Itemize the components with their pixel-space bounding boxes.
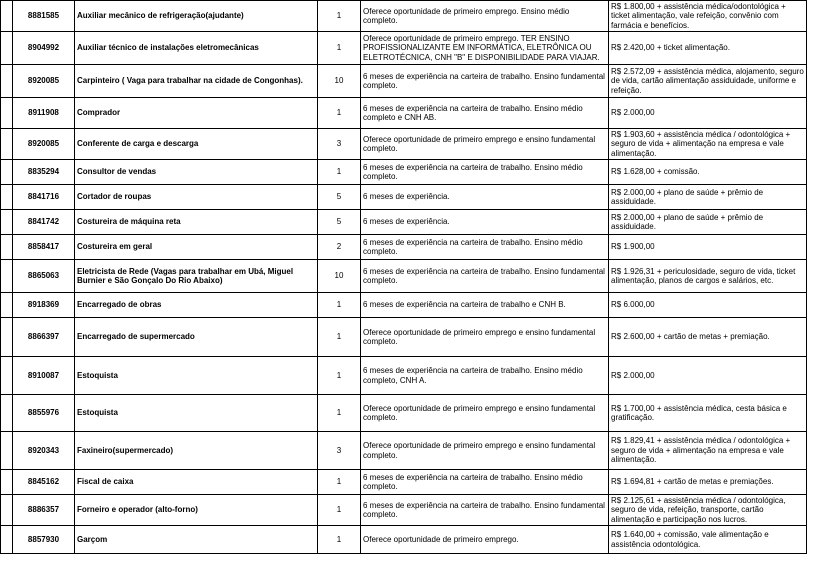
table-row — [1, 318, 807, 357]
row-marker-cell — [1, 160, 13, 185]
job-code-cell: 8911908 — [13, 98, 75, 129]
vacancies-cell: 1 — [318, 32, 361, 65]
requirements-cell: 6 meses de experiência na carteira de trabalho. Ensino fundamental completo. — [361, 260, 609, 293]
salary-benefits-cell: R$ 1.926,31 + periculosidade, seguro de vida, ticket alimentação, planos de cargos e salários, etc. — [609, 260, 807, 293]
table-row — [1, 65, 807, 98]
row-marker-cell — [1, 260, 13, 293]
row-marker-cell — [1, 32, 13, 65]
salary-benefits-cell: R$ 2.600,00 + cartão de metas + premiação. — [609, 318, 807, 357]
requirements-cell: Oferece oportunidade de primeiro emprego e ensino fundamental completo. — [361, 129, 609, 160]
row-marker-cell — [1, 293, 13, 318]
job-title-cell: Encarregado de supermercado — [75, 318, 318, 357]
table-row — [1, 210, 807, 235]
salary-benefits-cell: R$ 1.903,60 + assistência médica / odontológica + seguro de vida + alimentação na empresa e vale alimentação. — [609, 129, 807, 160]
job-title-cell: Estoquista — [75, 357, 318, 395]
row-marker-cell — [1, 495, 13, 526]
salary-benefits-cell: R$ 1.628,00 + comissão. — [609, 160, 807, 185]
job-title-cell: Comprador — [75, 98, 318, 129]
salary-benefits-cell: R$ 1.700,00 + assistência médica, cesta básica e gratificação. — [609, 395, 807, 432]
job-title-cell: Fiscal de caixa — [75, 470, 318, 495]
table-row — [1, 32, 807, 65]
job-code-cell: 8858417 — [13, 235, 75, 260]
job-code-cell: 8904992 — [13, 32, 75, 65]
requirements-cell: Oferece oportunidade de primeiro emprego e ensino fundamental completo. — [361, 318, 609, 357]
requirements-cell: 6 meses de experiência na carteira de trabalho. Ensino fundamental completo. — [361, 495, 609, 526]
vacancies-cell: 1 — [318, 495, 361, 526]
job-listings-body — [1, 1, 807, 554]
row-marker-cell — [1, 98, 13, 129]
row-marker-cell — [1, 395, 13, 432]
job-title-cell: Carpinteiro ( Vaga para trabalhar na cidade de Congonhas). — [75, 65, 318, 98]
job-title-cell: Consultor de vendas — [75, 160, 318, 185]
table-row — [1, 495, 807, 526]
requirements-cell: 6 meses de experiência. — [361, 210, 609, 235]
table-row — [1, 98, 807, 129]
job-title-cell: Faxineiro(supermercado) — [75, 432, 318, 470]
job-code-cell: 8920085 — [13, 65, 75, 98]
table-row — [1, 260, 807, 293]
job-title-cell: Forneiro e operador (alto-forno) — [75, 495, 318, 526]
job-title-cell: Cortador de roupas — [75, 185, 318, 210]
salary-benefits-cell: R$ 2.420,00 + ticket alimentação. — [609, 32, 807, 65]
job-title-cell: Estoquista — [75, 395, 318, 432]
vacancies-cell: 1 — [318, 1, 361, 32]
job-code-cell: 8920085 — [13, 129, 75, 160]
salary-benefits-cell: R$ 1.829,41 + assistência médica / odontológica + seguro de vida + alimentação na empresa e vale alimentação. — [609, 432, 807, 470]
row-marker-cell — [1, 210, 13, 235]
vacancies-cell: 5 — [318, 185, 361, 210]
row-marker-cell — [1, 65, 13, 98]
requirements-cell: 6 meses de experiência na carteira de trabalho. Ensino médio completo. — [361, 235, 609, 260]
row-marker-cell — [1, 318, 13, 357]
job-code-cell: 8910087 — [13, 357, 75, 395]
row-marker-cell — [1, 1, 13, 32]
job-title-cell: Costureira em geral — [75, 235, 318, 260]
requirements-cell: 6 meses de experiência. — [361, 185, 609, 210]
table-row — [1, 395, 807, 432]
job-title-cell: Costureira de máquina reta — [75, 210, 318, 235]
job-code-cell: 8866397 — [13, 318, 75, 357]
row-marker-cell — [1, 235, 13, 260]
job-title-cell: Auxiliar mecânico de refrigeração(ajudante) — [75, 1, 318, 32]
salary-benefits-cell: R$ 1.900,00 — [609, 235, 807, 260]
table-row — [1, 185, 807, 210]
job-code-cell: 8920343 — [13, 432, 75, 470]
job-code-cell: 8886357 — [13, 495, 75, 526]
requirements-cell: 6 meses de experiência na carteira de trabalho e CNH B. — [361, 293, 609, 318]
salary-benefits-cell: R$ 2.000,00 + plano de saúde + prêmio de assiduidade. — [609, 210, 807, 235]
job-title-cell: Conferente de carga e descarga — [75, 129, 318, 160]
job-code-cell: 8857930 — [13, 526, 75, 554]
salary-benefits-cell: R$ 6.000,00 — [609, 293, 807, 318]
vacancies-cell: 1 — [318, 470, 361, 495]
vacancies-cell: 1 — [318, 160, 361, 185]
salary-benefits-cell: R$ 2.000,00 — [609, 98, 807, 129]
requirements-cell: 6 meses de experiência na carteira de trabalho. Ensino médio completo. — [361, 160, 609, 185]
job-code-cell: 8918369 — [13, 293, 75, 318]
row-marker-cell — [1, 470, 13, 495]
table-row — [1, 432, 807, 470]
job-title-cell: Garçom — [75, 526, 318, 554]
job-code-cell: 8865063 — [13, 260, 75, 293]
salary-benefits-cell: R$ 2.000,00 + plano de saúde + prêmio de assiduidade. — [609, 185, 807, 210]
row-marker-cell — [1, 129, 13, 160]
salary-benefits-cell: R$ 1.694,81 + cartão de metas e premiações. — [609, 470, 807, 495]
salary-benefits-cell: R$ 2.572,09 + assistência médica, alojamento, seguro de vida, cartão alimentação assiduidade, uniforme e refeição. — [609, 65, 807, 98]
vacancies-cell: 1 — [318, 98, 361, 129]
table-row — [1, 129, 807, 160]
requirements-cell: Oferece oportunidade de primeiro emprego. Ensino médio completo. — [361, 1, 609, 32]
job-title-cell: Eletricista de Rede (Vagas para trabalhar em Ubá, Miguel Burnier e São Gonçalo Do Rio Abaixo) — [75, 260, 318, 293]
job-code-cell: 8845162 — [13, 470, 75, 495]
requirements-cell: Oferece oportunidade de primeiro emprego e ensino fundamental completo. — [361, 395, 609, 432]
table-row — [1, 160, 807, 185]
requirements-cell: Oferece oportunidade de primeiro emprego e ensino fundamental completo. — [361, 432, 609, 470]
vacancies-cell: 10 — [318, 260, 361, 293]
job-code-cell: 8835294 — [13, 160, 75, 185]
vacancies-cell: 10 — [318, 65, 361, 98]
table-row — [1, 357, 807, 395]
job-title-cell: Encarregado de obras — [75, 293, 318, 318]
job-code-cell: 8881585 — [13, 1, 75, 32]
row-marker-cell — [1, 432, 13, 470]
table-row — [1, 526, 807, 554]
table-row — [1, 235, 807, 260]
requirements-cell: 6 meses de experiência na carteira de trabalho. Ensino fundamental completo. — [361, 65, 609, 98]
job-code-cell: 8841716 — [13, 185, 75, 210]
table-row — [1, 293, 807, 318]
salary-benefits-cell: R$ 1.800,00 + assistência médica/odontológica + ticket alimentação, vale refeição, convênio com farmácia e benefícios. — [609, 1, 807, 32]
salary-benefits-cell: R$ 2.000,00 — [609, 357, 807, 395]
table-row — [1, 470, 807, 495]
job-code-cell: 8841742 — [13, 210, 75, 235]
requirements-cell: Oferece oportunidade de primeiro emprego. — [361, 526, 609, 554]
requirements-cell: 6 meses de experiência na carteira de trabalho. Ensino médio completo. — [361, 470, 609, 495]
row-marker-cell — [1, 357, 13, 395]
vacancies-cell: 2 — [318, 235, 361, 260]
row-marker-cell — [1, 185, 13, 210]
vacancies-cell: 3 — [318, 432, 361, 470]
vacancies-cell: 1 — [318, 395, 361, 432]
salary-benefits-cell: R$ 1.640,00 + comissão, vale alimentação e assistência odontológica. — [609, 526, 807, 554]
row-marker-cell — [1, 526, 13, 554]
vacancies-cell: 5 — [318, 210, 361, 235]
vacancies-cell: 3 — [318, 129, 361, 160]
vacancies-cell: 1 — [318, 293, 361, 318]
vacancies-cell: 1 — [318, 357, 361, 395]
requirements-cell: 6 meses de experiência na carteira de trabalho. Ensino médio completo, CNH A. — [361, 357, 609, 395]
table-row — [1, 1, 807, 32]
salary-benefits-cell: R$ 2.125,61 + assistência médica / odontológica, seguro de vida, refeição, transporte, cartão alimentação e participação nos lucros. — [609, 495, 807, 526]
vacancies-cell: 1 — [318, 526, 361, 554]
requirements-cell: Oferece oportunidade de primeiro emprego. TER ENSINO PROFISSIONALIZANTE EM INFORMÁTICA, ELETRÔNICA OU ELETROTÉCNICA, CNH "B" E DISPONIBILIDADE PARA VIAJAR. — [361, 32, 609, 65]
requirements-cell: 6 meses de experiência na carteira de trabalho. Ensino médio completo e CNH AB. — [361, 98, 609, 129]
job-title-cell: Auxiliar técnico de instalações eletromecânicas — [75, 32, 318, 65]
job-code-cell: 8855976 — [13, 395, 75, 432]
vacancies-cell: 1 — [318, 318, 361, 357]
